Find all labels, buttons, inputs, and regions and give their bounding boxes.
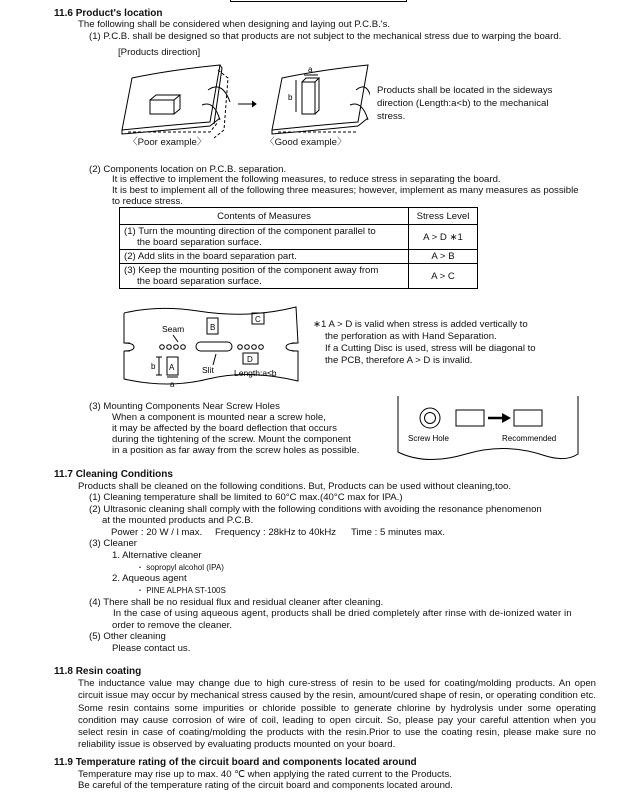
cleaner2-sub: ・ PINE ALPHA ST-100S [136,586,226,595]
section-11-6-item2-line1: It is effective to implement the following measures, to reduce stress in separating the board. [112,174,501,185]
section-11-9-heading: 11.9 Temperature rating of the circuit board and components located around [54,757,417,768]
measure-cell: (3) Keep the mounting position of the component away from the board separation surface. [120,264,409,289]
cleaning-frequency: Frequency : 28kHz to 40kHz [215,527,337,538]
stress-level-cell: A > B [409,250,478,264]
seam-pointer [173,335,178,342]
stress-level-cell: A > D ∗1 [409,225,478,250]
footnote-line1: ∗1 A > D is valid when stress is added vertically to [313,319,528,330]
products-direction-title: [Products direction] [118,47,201,58]
section-11-6-item2-line3: to reduce stress. [112,196,183,207]
screw-hole-figure [396,396,586,466]
section-11-6-item2-line2: It is best to implement all of the following three measures; however, implement as many measures as possible [112,185,579,196]
slit [196,342,232,351]
figure1-note-line3: stress. [377,111,406,122]
item3-line3: during the tightening of the screw. Mount the component [112,434,351,445]
stress-level-cell: A > C [409,264,478,289]
section-11-6-heading: 11.6 Product's location [54,8,163,19]
seam-label: Seam [162,324,185,334]
dim-a-label: a [308,65,313,74]
recommended-label: Recommended [502,434,557,443]
poor-component [150,100,174,114]
item3-line2: it may be affected by the board deflection that occurs [112,423,337,434]
resin-coating-body: The inductance value may change due to high cure-stress of resin to be used for coating/molding products. An open circuit issue may occur by mechanical stress caused by the resin, amount/cured shape of resin, or operating condition etc. Some resin contains some impurities or chloride possible to generate chlorine by hydrolysis under some operating condition may cause corrosion of wire of coil, leading to open circuit. So, please pay your careful attention when you select resin in case of coating/molding the products with the resin.Prior to use the coating resin, please make sure no reliability issue is observed by evaluating products mounted on your board. [78,678,596,751]
cleaning-item4-line2: order to remove the cleaner. [112,620,232,631]
cleaning-item4: (4) There shall be no residual flux and residual cleaner after cleaning. [89,597,384,608]
measures-table [119,207,478,289]
cleaning-item2-line2: at the mounted products and P.C.B. [102,515,254,526]
component-near-hole [456,410,484,426]
cleaning-time: Time : 5 minutes max. [351,527,446,538]
good-example-label: 〈Good example〉 [265,137,347,148]
table-header-row [120,208,478,225]
footnote-line3: If a Cutting Disc is used, stress will be diagonal to [325,343,536,354]
section-11-6-item1: (1) P.C.B. shall be designed so that products are not subject to the mechanical stress due to warping the board. [89,31,562,42]
item3-line4: in a position as far away from the screw holes as possible. [112,445,360,456]
cleaning-item4-line1: In the case of using aqueous agent, products shall be dried completely after rinse with de-ionized water in [113,608,572,619]
cleaning-power: Power : 20 W / l max. [111,527,203,538]
slit-label: Slit [202,365,214,375]
section-11-6-item3-title: (3) Mounting Components Near Screw Holes [89,401,280,412]
table-row [120,250,478,264]
good-component [302,82,315,114]
cleaning-item3: (3) Cleaner [89,538,137,549]
section-11-6-item2-title: (2) Components location on P.C.B. separation. [89,164,287,175]
dim-a-label: a [170,380,175,389]
section-11-9-line1: Temperature may rise up to max. 40 ℃ when applying the rated current to the Products. [78,769,452,780]
cleaner2: 2. Aqueous agent [112,573,187,584]
slit-pointer [213,354,216,365]
good-board-outline [272,65,368,130]
label-C: C [255,315,261,324]
figure1-note-line1: Products shall be located in the sideways [377,85,553,96]
screw-hole-inner [425,413,436,424]
cleaning-item5-line1: Please contact us. [112,643,191,654]
header-contents: Contents of Measures [120,208,409,225]
length-label: Length:a≤b [234,368,277,378]
cleaning-item2-line1: (2) Ultrasonic cleaning shall comply with the following conditions with avoiding the resonance phenomenon [89,504,542,515]
figure1-note-line2: direction (Length:a<b) to the mechanical [377,98,549,109]
item3-line1: When a component is mounted near a screw hole, [112,412,326,423]
measure-cell: (2) Add slits in the board separation part. [120,250,409,264]
table-row [120,264,478,289]
screw-hole-outer [420,408,440,428]
component-recommended [514,410,542,426]
poor-board-outline [122,65,220,130]
header-stress-level: Stress Level [409,208,478,225]
cleaning-item1: (1) Cleaning temperature shall be limited to 60°C max.(40°C max for IPA.) [89,492,403,503]
board-outline [398,396,578,460]
label-A: A [169,363,175,372]
section-11-9-line2: Be careful of the temperature rating of the circuit board and components located around. [78,780,453,791]
dim-b-label: b [288,93,293,102]
footnote-line2: the perforation as with Hand Separation. [325,331,497,342]
previous-figure-frame [230,0,407,2]
table-row [120,225,478,250]
label-B: B [210,323,216,332]
section-11-6-intro: The following shall be considered when designing and laying out P.C.B.'s. [78,19,391,30]
section-11-7-intro: Products shall be cleaned on the following conditions. But, Products can be used without cleaning,too. [78,481,512,492]
cleaner1-sub: ・ sopropyl alcohol (IPA) [136,563,224,572]
label-D: D [247,355,253,364]
measure-cell: (1) Turn the mounting direction of the component parallel to the board separation surface. [120,225,409,250]
section-11-7-heading: 11.7 Cleaning Conditions [54,469,173,480]
footnote-line4: the PCB, therefore A > D is invalid. [325,355,473,366]
screw-hole-label: Screw Hole [408,434,449,443]
pcb-separation-figure [118,303,303,393]
cleaning-item5: (5) Other cleaning [89,631,166,642]
poor-example-label: 〈Poor example〉 [128,137,207,148]
cleaner1: 1. Alternative cleaner [112,550,202,561]
dim-b-label: b [151,362,156,371]
section-11-8-heading: 11.8 Resin coating [54,666,142,677]
dim-b [156,357,162,375]
